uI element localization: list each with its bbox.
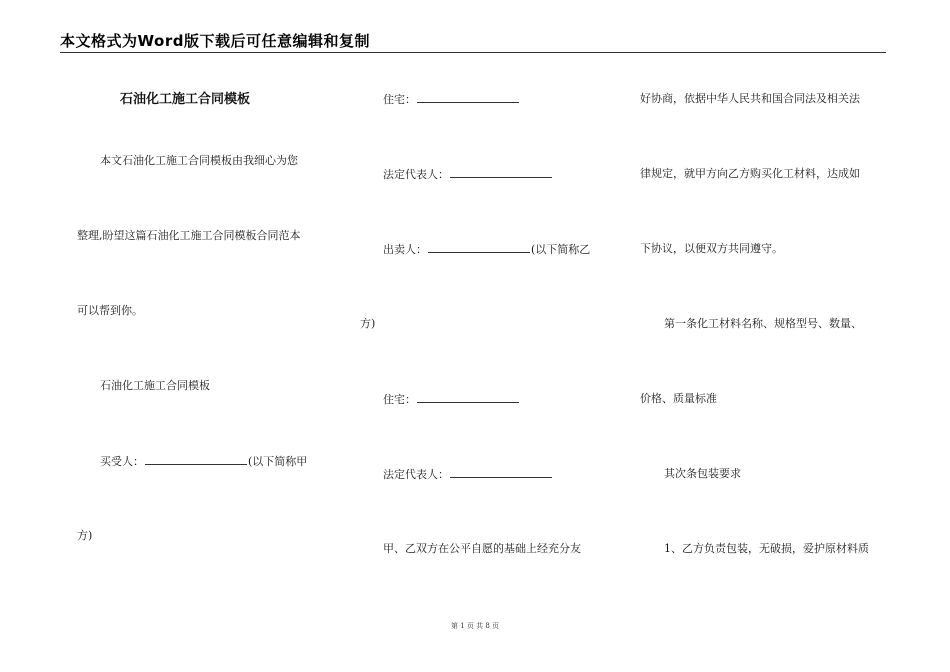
article-2-heading: 其次条包装要求 xyxy=(664,467,741,480)
intro-line-1: 本文石油化工施工合同模板由我细心为您 xyxy=(100,154,298,167)
contract-subtitle: 石油化工施工合同模板 xyxy=(100,379,210,392)
address-line-1 xyxy=(383,92,520,107)
legal-rep-line-2 xyxy=(383,467,553,482)
legal-rep-blank-1 xyxy=(450,167,552,178)
agreement-line-1: 甲、乙双方在公平自愿的基础上经充分友 xyxy=(383,542,581,555)
legal-rep-blank-2 xyxy=(450,467,552,478)
legal-rep-label-1: 法定代表人： xyxy=(383,168,449,181)
address-blank-2 xyxy=(417,392,519,403)
document-banner: 本文格式为Word版下载后可任意编辑和复制 xyxy=(60,32,370,50)
buyer-suffix: (以下简称甲 xyxy=(248,455,308,468)
agreement-line-3: 律规定，就甲方向乙方购买化工材料，达成如 xyxy=(640,167,860,180)
address-blank-1 xyxy=(417,92,519,103)
article-1-line-2: 价格、质量标准 xyxy=(640,392,717,405)
seller-line xyxy=(383,242,590,257)
seller-suffix: (以下简称乙 xyxy=(531,243,591,256)
article-1-line-1: 第一条化工材料名称、规格型号、数量、 xyxy=(664,317,862,330)
agreement-line-4: 下协议，以便双方共同遵守。 xyxy=(640,242,783,255)
packing-clause-1: 1、乙方负责包装，无破损，爱护原材料质 xyxy=(664,542,869,555)
document-title: 石油化工施工合同模板 xyxy=(120,92,251,107)
intro-line-2: 整理,盼望这篇石油化工施工合同模板合同范本 xyxy=(77,229,301,242)
buyer-name-blank xyxy=(145,454,247,465)
address-line-2 xyxy=(383,392,520,407)
seller-name-blank xyxy=(428,242,530,253)
agreement-line-2: 好协商，依据中华人民共和国合同法及相关法 xyxy=(640,92,860,105)
buyer-wrap: 方) xyxy=(77,529,93,542)
page-footer: 第 1 页 共 8 页 xyxy=(450,622,500,630)
address-label-1: 住宅： xyxy=(383,93,416,106)
seller-wrap: 方) xyxy=(360,317,376,330)
legal-rep-label-2: 法定代表人： xyxy=(383,468,449,481)
seller-label: 出卖人： xyxy=(383,243,427,256)
intro-line-3: 可以帮到你。 xyxy=(77,304,143,317)
buyer-line xyxy=(100,454,307,469)
header-divider xyxy=(60,52,886,53)
buyer-label: 买受人： xyxy=(100,455,144,468)
legal-rep-line-1 xyxy=(383,167,553,182)
address-label-2: 住宅： xyxy=(383,393,416,406)
